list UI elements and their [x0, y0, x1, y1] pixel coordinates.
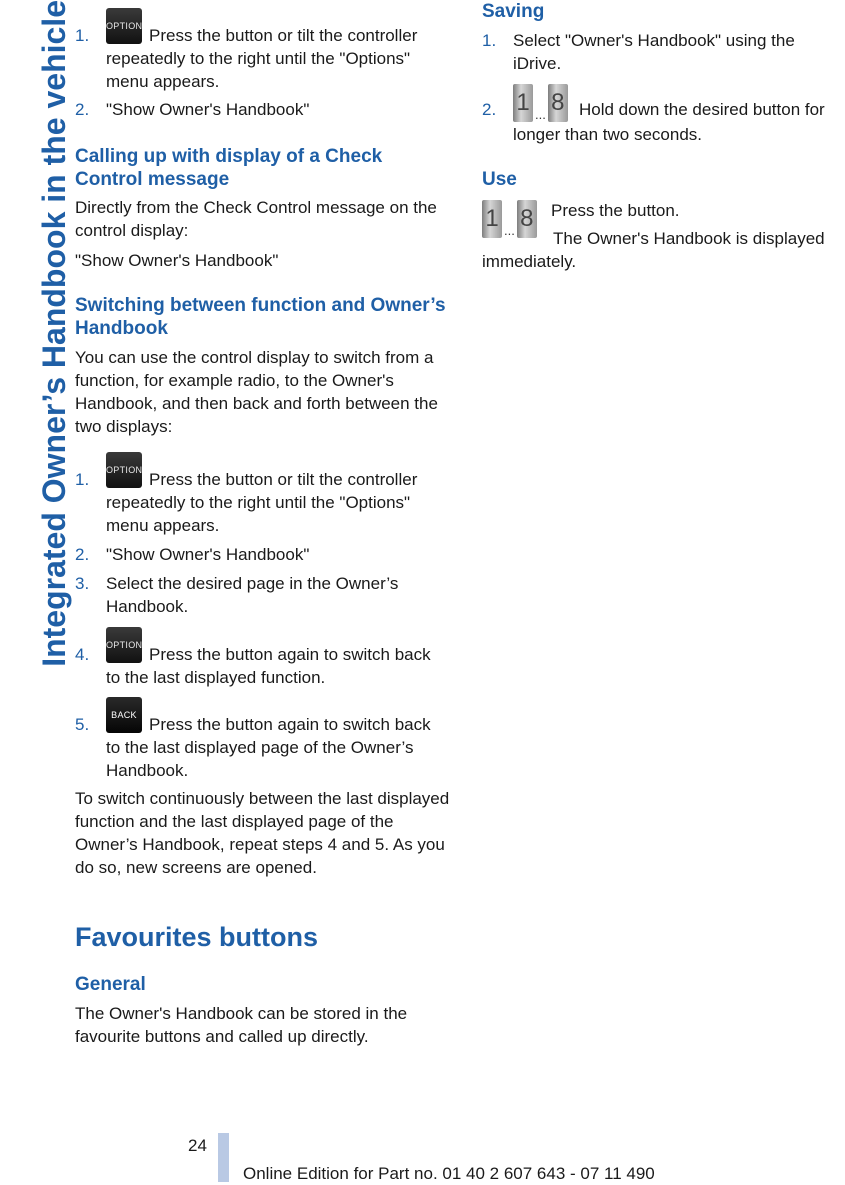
- preset-keys-icon: [482, 200, 537, 240]
- use-text-line: Press the button.: [551, 201, 680, 220]
- side-chapter-title-text: Integrated Owner’s Handbook in the vehicle: [36, 0, 72, 667]
- ellipsis: ...: [504, 223, 515, 238]
- step-body: [106, 627, 455, 689]
- step-number: 4.: [75, 645, 90, 664]
- key-1-icon: 1: [482, 200, 502, 238]
- preset-keys-icon: [513, 84, 568, 124]
- paragraph: Directly from the Check Control message on the control display:: [75, 198, 437, 240]
- footer-bar: [218, 1133, 229, 1182]
- section-heading: Saving: [482, 1, 545, 22]
- step-first-line: [513, 84, 845, 122]
- section-heading: General: [75, 974, 146, 995]
- step-number: 1.: [482, 31, 497, 50]
- step-number: 1.: [75, 470, 90, 489]
- section-heading: Switching between function and Owner’s Handbook: [75, 295, 446, 339]
- step-first-line: [106, 452, 455, 488]
- step-text: Press the button again to switch back: [149, 645, 431, 664]
- step-first-line: [106, 627, 455, 663]
- step-first-line: [106, 8, 455, 44]
- edition-note: Online Edition for Part no. 01 40 2 607 643 - 07 11 490: [243, 1164, 655, 1183]
- paragraph: "Show Owner's Handbook": [75, 251, 279, 270]
- paragraph: You can use the control display to switch from a function, for example radio, to the Owner's Handbook, and then back and forth between the two displays:: [75, 348, 438, 436]
- page-number: 24: [188, 1136, 207, 1155]
- step-text: "Show Owner's Handbook": [106, 100, 310, 119]
- step-text: Select the desired page in the Owner’s Handbook.: [106, 574, 399, 616]
- option-button-icon: OPTION: [106, 452, 142, 488]
- step-text: Select "Owner's Handbook" using the iDrive.: [513, 31, 795, 73]
- use-text-line: The Owner's Handbook is displayed: [553, 229, 825, 248]
- key-1-icon: 1: [513, 84, 533, 122]
- paragraph: To switch continuously between the last displayed function and the last displayed page of the Owner’s Handbook, repeat steps 4 and 5. As you do so, new screens are opened.: [75, 789, 450, 877]
- step-text: Hold down the desired button for: [579, 100, 825, 119]
- step-body: [106, 8, 455, 93]
- step-text-rest: repeatedly to the right until the "Options" menu appears.: [106, 493, 411, 535]
- chapter-heading: Favourites buttons: [75, 922, 319, 952]
- step-text: Press the button or tilt the controller: [149, 470, 418, 489]
- step-number: 2.: [75, 100, 90, 119]
- step-text-rest: to the last displayed page of the Owner’s Handbook.: [106, 738, 414, 780]
- step-number: 3.: [75, 574, 90, 593]
- side-chapter-title: [0, 0, 72, 830]
- step-text-rest: repeatedly to the right until the "Options" menu appears.: [106, 49, 411, 91]
- section-heading: Use: [482, 169, 517, 190]
- step-number: 2.: [482, 100, 497, 119]
- step-body: [513, 84, 845, 146]
- step-text: "Show Owner's Handbook": [106, 545, 310, 564]
- step-number: 1.: [75, 26, 90, 45]
- back-button-icon: BACK: [106, 697, 142, 733]
- ellipsis: ...: [535, 107, 546, 122]
- section-heading: Calling up with display of a Check Control message: [75, 146, 383, 190]
- step-text: Press the button again to switch back: [149, 715, 431, 734]
- step-text-rest: to the last displayed function.: [106, 668, 326, 687]
- key-8-icon: 8: [548, 84, 568, 122]
- step-body: [106, 697, 455, 782]
- option-button-icon: OPTION: [106, 8, 142, 44]
- step-body: [106, 452, 455, 537]
- use-text-line: immediately.: [482, 252, 577, 271]
- step-number: 2.: [75, 545, 90, 564]
- step-text-rest: longer than two seconds.: [513, 125, 703, 144]
- key-8-icon: 8: [517, 200, 537, 238]
- step-first-line: [106, 697, 455, 733]
- step-number: 5.: [75, 715, 90, 734]
- option-button-icon: OPTION: [106, 627, 142, 663]
- paragraph: The Owner's Handbook can be stored in the favourite buttons and called up directly.: [75, 1004, 408, 1046]
- step-text: Press the button or tilt the controller: [149, 26, 418, 45]
